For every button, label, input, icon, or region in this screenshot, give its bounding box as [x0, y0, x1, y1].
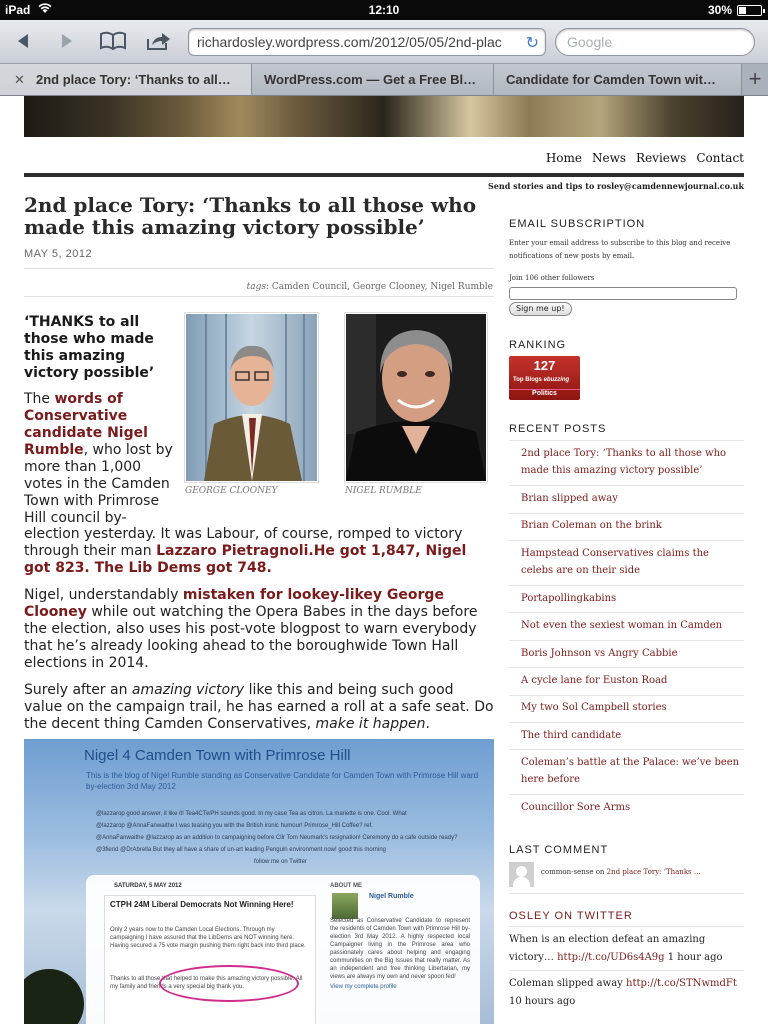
blogshot-post-body: Only 2 years now to the Camden Local Elections. Through my campaigning I have assured that the LibDems are NOT winning here. Having secured a 75 vote margin pushing them right back into third place. — [110, 927, 306, 949]
tipline: Send stories and tips to rosley@camdennewjournal.co.uk — [488, 181, 744, 191]
tags-list[interactable]: Camden Council, George Clooney, Nigel Rumble — [271, 282, 493, 292]
twitter-heading: OSLEY ON TWITTER — [509, 910, 633, 922]
recent-post-link[interactable]: Not even the sexiest woman in Camden — [521, 620, 723, 631]
ranking-heading: RANKING — [509, 339, 567, 351]
article-paragraph-2: Nigel, understandably mistaken for lookey-likey George Clooney while out watching the Opera Babes in the days before the election, also uses his post-vote blogpost to warn everybody that he’s already looking ahead to the boroughwide Town Hall elections in 2014. — [24, 587, 478, 671]
nav-reviews[interactable]: Reviews — [636, 151, 687, 165]
tweet-link[interactable]: http://t.co/STNwmdFt — [626, 978, 737, 989]
nav-news[interactable]: News — [592, 151, 627, 165]
last-comment-text: common-sense on 2nd place Tory: ‘Thanks … — [541, 868, 701, 876]
blogshot-avatar — [332, 893, 358, 919]
blogshot-post-thanks: Thanks to all those that helped to make this amazing victory possible. All my family and friends a very special big thank you. — [110, 976, 303, 990]
email-subscription-text: Enter your email address to subscribe to this blog and receive notifications of new posts by email. — [509, 239, 731, 260]
blogshot-tweet: @lazzarop @AnnaFanwaithe I was teasing you with the British ironic humour! Primrose_Hill Coffee? ref. — [96, 823, 373, 829]
followers-count: Join 106 other followers — [509, 274, 595, 282]
tab-label: Candidate for Camden Town wit… — [506, 72, 716, 87]
recent-post-link[interactable]: Brian Coleman on the brink — [521, 520, 662, 531]
device-label: iPad — [5, 3, 31, 17]
divider — [24, 268, 494, 269]
post-tags — [247, 282, 493, 292]
recent-post-link[interactable]: Portapollingkabins — [521, 593, 617, 604]
recent-post-link[interactable]: Councillor Sore Arms — [521, 802, 631, 813]
blog-screenshot-image — [24, 739, 494, 1024]
blogshot-tweet: @lazzarop good answer, it like it! Tea4CTwPH sounds good. In my case Tea as citron. La mariette is one. Cool. What — [96, 811, 407, 817]
article-lead: ‘THANKS to all those who made this amazing victory possible’ — [24, 314, 155, 381]
bookmarks-button[interactable] — [98, 26, 128, 56]
post-title[interactable]: 2nd place Tory: ‘Thanks to all those who made this amazing victory possible’ — [24, 193, 477, 239]
comment-post-link[interactable]: 2nd place Tory: ‘Thanks … — [606, 868, 701, 876]
search-input[interactable]: Google — [555, 28, 755, 56]
tab-2[interactable] — [252, 64, 494, 95]
reload-icon[interactable]: ↻ — [525, 35, 539, 52]
new-tab-button[interactable]: + — [748, 66, 762, 91]
blogshot-date: SATURDAY, 5 MAY 2012 — [114, 883, 182, 889]
rank-number: 127 — [533, 358, 556, 373]
photo-caption: NIGEL RUMBLE — [345, 486, 422, 496]
recent-post-link[interactable]: The third candidate — [521, 730, 622, 741]
article-link[interactable]: words of Conservative candidate Nigel Rumble — [24, 391, 148, 458]
nav-contact[interactable]: Contact — [696, 151, 744, 165]
recent-post-link[interactable]: Boris Johnson vs Angry Cabbie — [521, 648, 678, 659]
battery-percent: 30% — [707, 3, 732, 17]
blogshot-about: ABOUT ME — [330, 883, 362, 889]
header-divider — [24, 173, 744, 177]
status-bar — [0, 0, 768, 20]
forward-button[interactable] — [52, 26, 82, 56]
highlight-oval — [159, 965, 299, 1002]
post-date: MAY 5, 2012 — [24, 248, 93, 260]
blogshot-tweet: @AnnaFanwaithe @lazzarop as an addition to campaigning before Cllr Tom Neumark's resignation! Ceremony do a cafe outside ready? — [96, 835, 458, 841]
article-paragraph-1: The words of Conservative candidate Nigel Rumble, who lost by more than 1,000 votes in the Camden Town with Primrose Hill council by- — [24, 391, 173, 526]
sign-up-button[interactable]: Sign me up! — [509, 302, 572, 316]
tab-bar — [0, 64, 768, 96]
photo-nigel-rumble — [184, 312, 319, 496]
blogshot-bio: Selected as Conservative Candidate to represent the residents of Camden Town with Primrose Hill by-election 3rd May 2012. A highly respected local Campaigner living in the Primrose area who passionately cares about helping and engaging communities on the Big Issues that really matter. As an independent and free thinking Libertarian, my views are always my own and never spoon fed! — [330, 918, 470, 980]
tab-3[interactable] — [494, 64, 742, 95]
recent-post-link[interactable]: 2nd place Tory: ‘Thanks to all those who made this amazing victory possible’ — [521, 448, 727, 476]
url-text: richardosley.wordpress.com/2012/05/05/2nd-plac — [197, 34, 502, 50]
man-portrait-photo — [346, 314, 486, 481]
tab-label: 2nd place Tory: ‘Thanks to all… — [36, 72, 231, 87]
photo-caption: GEORGE CLOONEY — [185, 486, 278, 496]
nav-home[interactable]: Home — [545, 151, 583, 165]
tweet: When is an election defeat an amazing victory… http://t.co/UD6s4A9g 1 hour ago — [509, 934, 723, 963]
share-icon — [146, 31, 172, 51]
article-paragraph-3: Surely after an amazing victory like this and being such good value on the campaign trail, he has earned a roll at a safe seat. Do the decent thing Camden Conservatives, make it happen. — [24, 682, 494, 732]
blogshot-post-title: CTPH 24M Liberal Democrats Not Winning Here! — [110, 900, 294, 909]
battery-icon — [737, 5, 762, 16]
man-in-suit-photo — [186, 314, 317, 481]
blogshot-profile-link: View my complete profile — [330, 984, 397, 990]
blogshot-subtitle: This is the blog of Nigel Rumble standing as Conservative Candidate for Camden Town with Primrose Hill ward by-election 3rd May 2012 — [86, 771, 479, 791]
blogshot-post-box — [104, 895, 316, 1024]
back-button[interactable] — [8, 26, 38, 56]
blogshot-follow: follow me on Twitter — [254, 859, 307, 865]
tab-1[interactable] — [0, 64, 252, 95]
rank-label: Top Blogs ebuzzing — [513, 377, 570, 383]
divider — [24, 296, 494, 297]
back-arrow-icon — [14, 32, 32, 50]
tags-label: tags: — [246, 282, 269, 292]
clock: 12:10 — [368, 3, 400, 17]
address-bar[interactable] — [188, 28, 546, 56]
photo-george-clooney — [344, 312, 488, 496]
tab-label: WordPress.com — Get a Free Bl… — [264, 72, 477, 87]
recent-post-link[interactable]: Hampstead Conservatives claims the celebs are on their side — [521, 548, 709, 576]
recent-post-link[interactable]: My two Sol Campbell stories — [521, 702, 667, 713]
share-button[interactable] — [144, 26, 174, 56]
email-field[interactable] — [509, 287, 737, 300]
forward-arrow-icon — [58, 32, 76, 50]
recent-post-link[interactable]: Brian slipped away — [521, 493, 618, 504]
blogshot-tweet: @3fiend @DrAbrella But they all have a share of un-art leading Penguin environment now! good this morning — [96, 847, 387, 853]
header-image — [24, 96, 744, 137]
article-paragraph-1-cont: election yesterday. It was Labour, of course, romped to victory through their man Lazzaro Pietragnoli.He got 1,847, Nigel got 823. The Lib Dems got 748. — [24, 526, 467, 576]
web-page — [0, 96, 768, 1024]
email-subscription-heading: EMAIL SUBSCRIPTION — [509, 218, 646, 230]
tweet: Coleman slipped away http://t.co/STNwmdFt 10 hours ago — [509, 978, 737, 1007]
commenter-avatar — [509, 862, 534, 887]
book-icon — [99, 31, 127, 51]
blogshot-name: Nigel Rumble — [369, 893, 414, 900]
article-link[interactable]: mistaken for lookey-likey George Clooney — [24, 587, 444, 620]
top-nav — [546, 151, 744, 165]
recent-post-link[interactable]: Coleman’s battle at the Palace: we’ve been here before — [521, 757, 740, 785]
recent-post-link[interactable]: A cycle lane for Euston Road — [521, 675, 668, 686]
tweet-link[interactable]: http://t.co/UD6s4A9g — [557, 952, 665, 963]
last-comment-heading: LAST COMMENT — [509, 844, 609, 856]
browser-toolbar — [0, 20, 768, 64]
article-link[interactable]: Lazzaro Pietragnoli.He got 1,847, Nigel got 823. The Lib Dems got 748. — [24, 543, 467, 576]
blogshot-title: Nigel 4 Camden Town with Primrose Hill — [84, 747, 351, 764]
rank-category: Politics — [509, 389, 580, 397]
recent-posts-heading: RECENT POSTS — [509, 423, 607, 435]
close-tab-icon[interactable]: ✕ — [14, 72, 25, 87]
tree-silhouette — [24, 969, 84, 1024]
ranking-badge[interactable] — [509, 356, 580, 400]
